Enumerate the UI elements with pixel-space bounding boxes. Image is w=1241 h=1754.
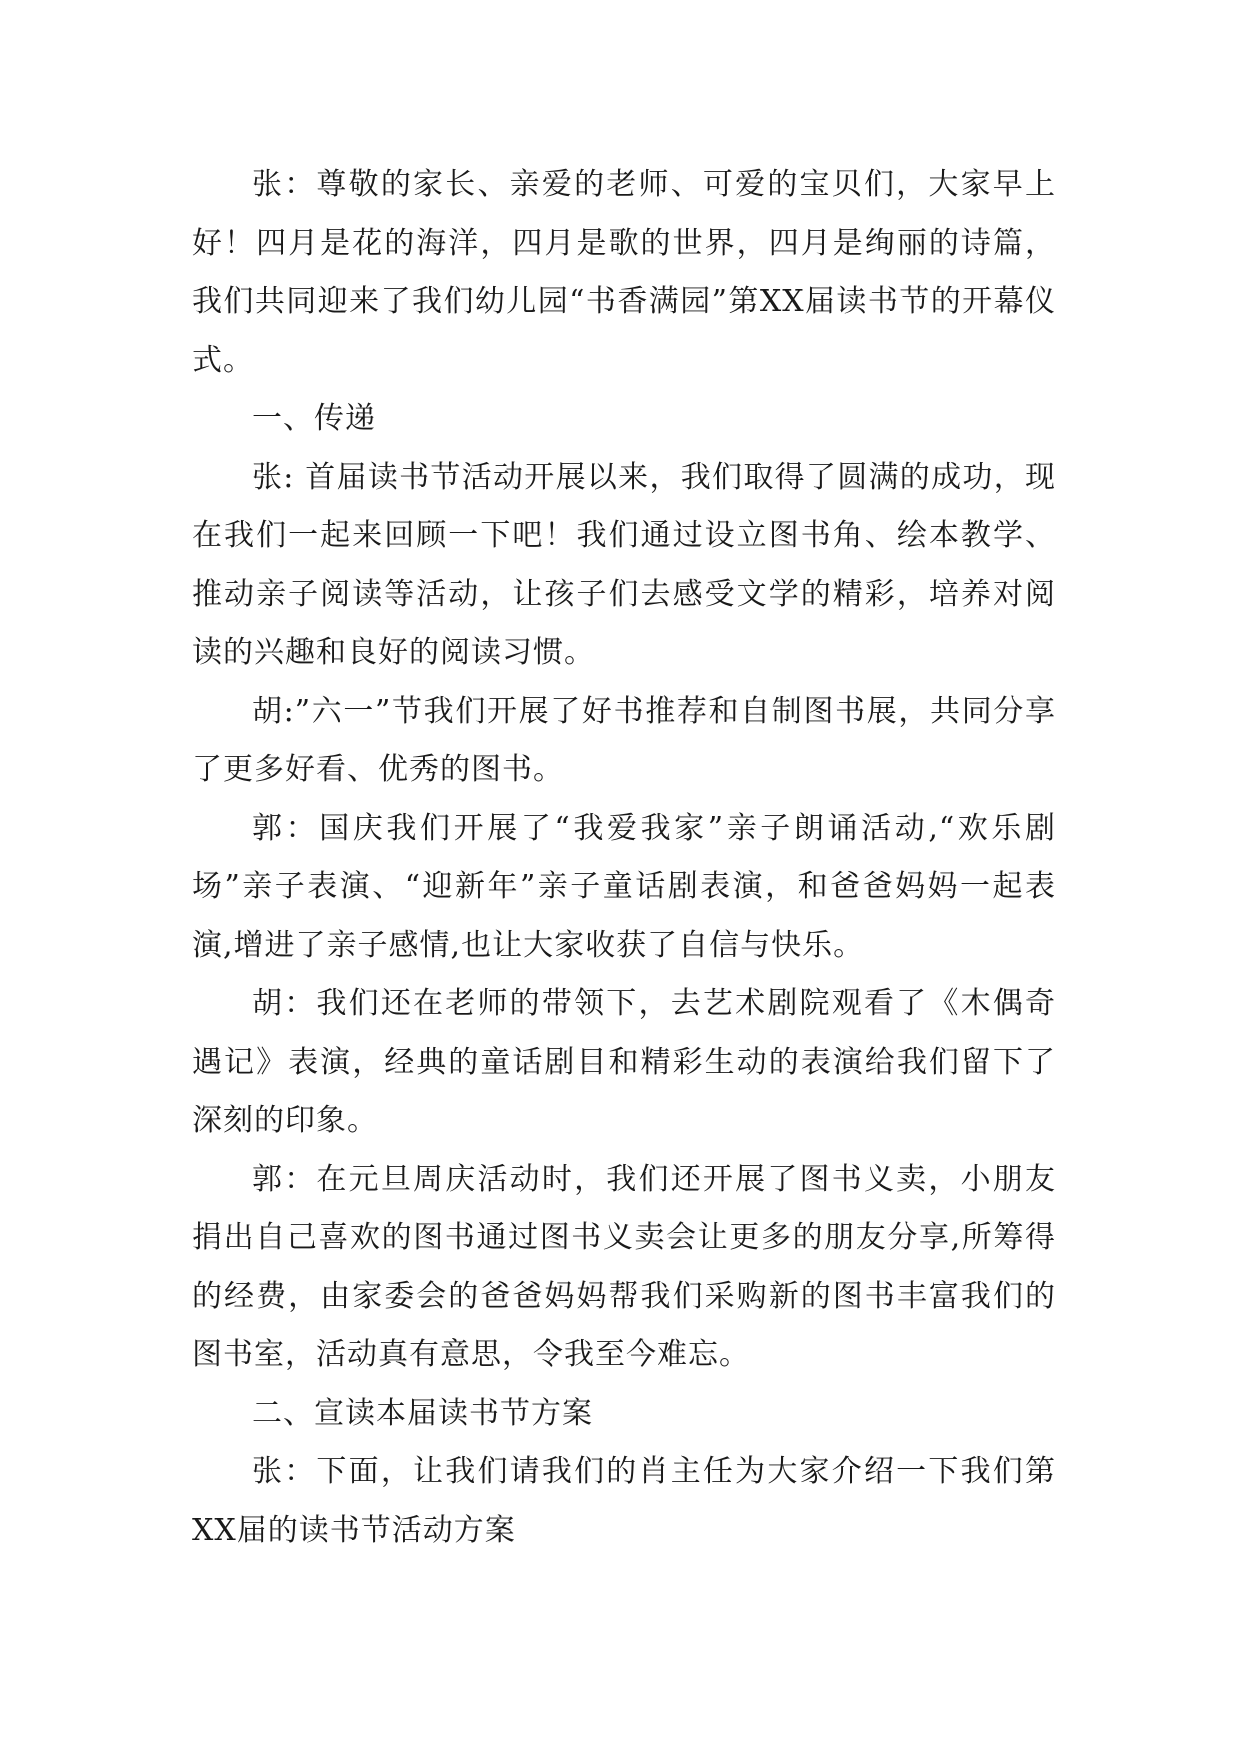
document-body — [192, 156, 1056, 1560]
paragraph-book-sale: 郭：在元旦周庆活动时，我们还开展了图书义卖，小朋友捐出自己喜欢的图书通过图书义卖会让更多的朋友分享,所筹得的经费，由家委会的爸爸妈妈帮我们采购新的图书丰富我们的图书室，活动真有意思，令我至今难忘。 — [192, 1161, 1056, 1372]
section-heading-1: 一、传递 — [252, 401, 376, 436]
paragraph-plan-intro: 张：下面，让我们请我们的肖主任为大家介绍一下我们第XX届的读书节活动方案 — [192, 1454, 1056, 1548]
section-heading-2: 二、宣读本届读书节方案 — [252, 1395, 593, 1431]
paragraph-theater-visit: 胡：我们还在老师的带领下，去艺术剧院观看了《木偶奇遇记》表演，经典的童话剧目和精彩生动的表演给我们留下了深刻的印象。 — [192, 986, 1056, 1138]
paragraph-opening-greeting: 张：尊敬的家长、亲爱的老师、可爱的宝贝们，大家早上好！四月是花的海洋，四月是歌的世界，四月是绚丽的诗篇，我们共同迎来了我们幼儿园“书香满园”第XX届读书节的开幕仪式。 — [192, 167, 1056, 378]
paragraph-review-intro: 张: 首届读书节活动开展以来，我们取得了圆满的成功，现在我们一起来回顾一下吧！我们通过设立图书角、绘本教学、推动亲子阅读等活动，让孩子们去感受文学的精彩，培养对阅读的兴趣和良好的阅读习惯。 — [192, 459, 1056, 670]
paragraph-national-day: 郭：国庆我们开展了“我爱我家”亲子朗诵活动,“欢乐剧场”亲子表演、“迎新年”亲子童话剧表演，和爸爸妈妈一起表演,增进了亲子感情,也让大家收获了自信与快乐。 — [192, 810, 1056, 963]
paragraph-childrens-day: 胡:”六一”节我们开展了好书推荐和自制图书展，共同分享了更多好看、优秀的图书。 — [192, 693, 1056, 787]
